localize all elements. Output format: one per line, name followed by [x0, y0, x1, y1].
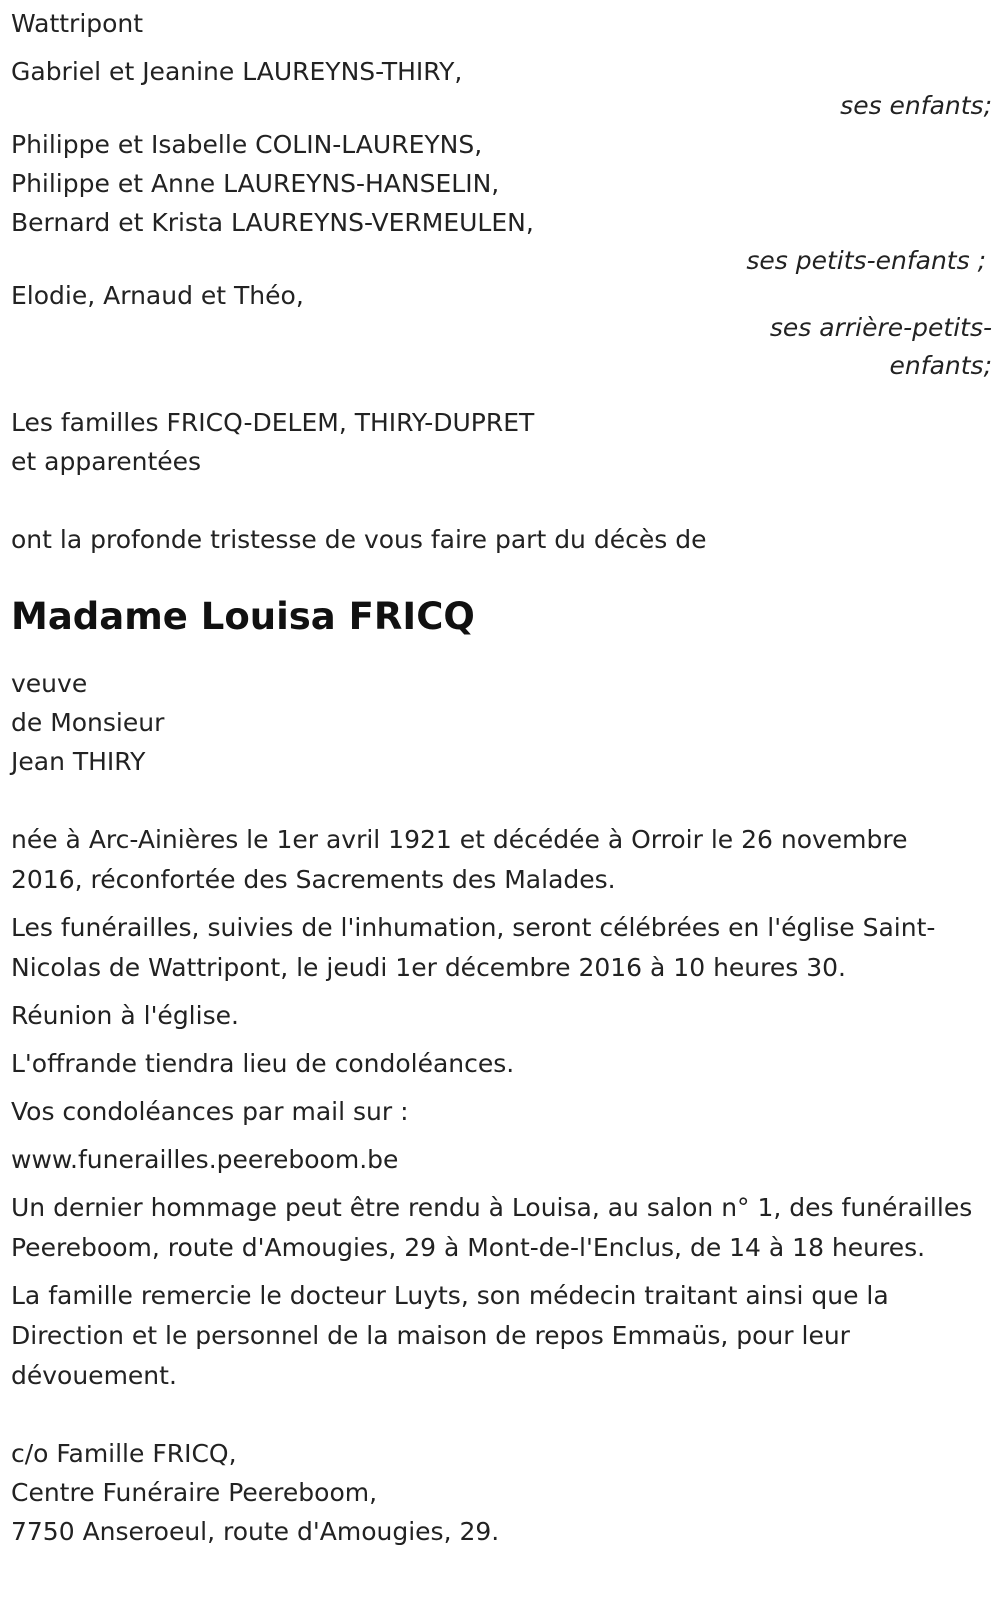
contact-line-2: Centre Funéraire Peereboom, [11, 1478, 378, 1507]
deceased-name: Madame Louisa FRICQ [11, 595, 475, 638]
place-heading: Wattripont [11, 9, 144, 38]
birth-death-paragraph: née à Arc-Ainières le 1er avril 1921 et décédée à Orroir le 26 novembre 2016, réconfortée des Sacrements des Malades. [11, 825, 908, 894]
thanks-paragraph: La famille remercie le docteur Luyts, son médecin traitant ainsi que la Direction et le personnel de la maison de repos Emmaüs, pour leur dévouement. [11, 1281, 889, 1390]
grandchild-line-3: Bernard et Krista LAUREYNS-VERMEULEN, [11, 208, 534, 237]
offering-paragraph: L'offrande tiendra lieu de condoléances. [11, 1049, 515, 1078]
great-grandchildren-role-line-2: enfants; [889, 351, 992, 380]
grandchild-line-2: Philippe et Anne LAUREYNS-HANSELIN, [11, 169, 500, 198]
contact-line-1: c/o Famille FRICQ, [11, 1439, 237, 1468]
grandchildren-role: ses petits-enfants ; [746, 246, 986, 275]
announcement-text: ont la profonde tristesse de vous faire part du décès de [11, 525, 707, 554]
families-line-2: et apparentées [11, 447, 202, 476]
homage-paragraph: Un dernier hommage peut être rendu à Louisa, au salon n° 1, des funérailles Peereboom, route d'Amougies, 29 à Mont-de-l'Enclus, de 14 à 18 heures. [11, 1193, 973, 1262]
grandchild-line-1: Philippe et Isabelle COLIN-LAUREYNS, [11, 130, 483, 159]
families-line-1: Les familles FRICQ-DELEM, THIRY-DUPRET [11, 408, 535, 437]
condolences-label: Vos condoléances par mail sur : [11, 1097, 409, 1126]
condolences-website-link[interactable]: www.funerailles.peereboom.be [11, 1145, 399, 1174]
obituary-notice [11, 4, 991, 1552]
widow-status: veuve [11, 669, 88, 698]
spouse-name: Jean THIRY [11, 747, 146, 776]
great-grandchildren-names: Elodie, Arnaud et Théo, [11, 281, 304, 310]
children-role: ses enfants; [840, 91, 992, 120]
funeral-paragraph: Les funérailles, suivies de l'inhumation, seront célébrées en l'église Saint-Nicolas de Wattripont, le jeudi 1er décembre 2016 à 10 heures 30. [11, 913, 936, 982]
contact-line-3: 7750 Anseroeul, route d'Amougies, 29. [11, 1517, 500, 1546]
great-grandchildren-role-line-1: ses arrière-petits- [769, 313, 992, 342]
children-names: Gabriel et Jeanine LAUREYNS-THIRY, [11, 57, 463, 86]
meeting-paragraph: Réunion à l'église. [11, 1001, 239, 1030]
spouse-title: de Monsieur [11, 708, 165, 737]
